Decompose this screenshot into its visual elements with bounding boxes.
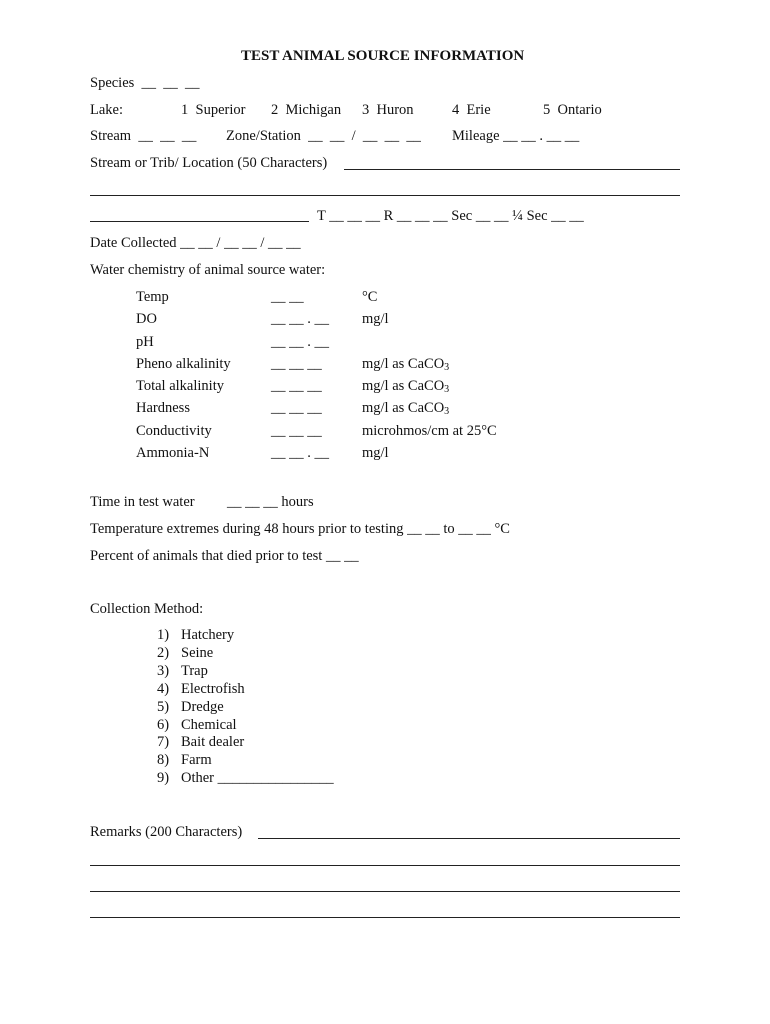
chem-blank-do[interactable]: __ __ . __ xyxy=(271,311,329,327)
trs-field[interactable]: T __ __ __ R __ __ __ Sec __ __ ¼ Sec __ __ xyxy=(317,208,584,224)
collection-method-item[interactable]: Other ________________ xyxy=(181,770,334,786)
temperature-extremes-field[interactable]: Temperature extremes during 48 hours prior to testing __ __ to __ __ °C xyxy=(90,521,510,537)
collection-method-number: 8) xyxy=(157,752,170,768)
chem-blank-ph[interactable]: __ __ . __ xyxy=(271,334,329,350)
collection-method-item[interactable]: Seine xyxy=(181,645,214,661)
location-description-line[interactable] xyxy=(90,221,309,222)
chem-name-do: DO xyxy=(136,311,157,327)
chem-name-ph: pH xyxy=(136,334,154,350)
collection-method-number: 4) xyxy=(157,681,170,697)
collection-method-item[interactable]: Dredge xyxy=(181,699,224,715)
chem-unit-hardness: mg/l as CaCO$_3$ xyxy=(362,400,450,417)
stream-location-line-1[interactable] xyxy=(344,169,680,170)
collection-method-number: 6) xyxy=(157,717,170,733)
collection-method-item[interactable]: Chemical xyxy=(181,717,237,733)
collection-method-item[interactable]: Farm xyxy=(181,752,212,768)
collection-method-item[interactable]: Electrofish xyxy=(181,681,245,697)
collection-method-header: Collection Method: xyxy=(90,601,204,617)
collection-method-number: 9) xyxy=(157,770,170,786)
chem-blank-temp[interactable]: __ __ xyxy=(271,289,304,305)
chem-unit-ammonia-n: mg/l xyxy=(362,445,389,461)
stream-field[interactable]: Stream __ __ __ xyxy=(90,128,197,144)
date-collected-field[interactable]: Date Collected __ __ / __ __ / __ __ xyxy=(90,235,301,251)
time-in-test-field[interactable]: __ __ __ hours xyxy=(227,494,314,510)
chem-unit-do: mg/l xyxy=(362,311,389,327)
chem-blank-total-alkalinity[interactable]: __ __ __ xyxy=(271,378,322,394)
chem-name-conductivity: Conductivity xyxy=(136,423,212,439)
collection-method-item[interactable]: Bait dealer xyxy=(181,734,245,750)
remarks-line-3[interactable] xyxy=(90,891,680,892)
chem-unit-temp: °C xyxy=(362,289,378,305)
chem-name-pheno-alkalinity: Pheno alkalinity xyxy=(136,356,231,372)
remarks-line-2[interactable] xyxy=(90,865,680,866)
collection-method-number: 3) xyxy=(157,663,170,679)
chem-unit-pheno-alkalinity: mg/l as CaCO$_3$ xyxy=(362,356,450,373)
chem-blank-conductivity[interactable]: __ __ __ xyxy=(271,423,322,439)
water-chemistry-header: Water chemistry of animal source water: xyxy=(90,262,326,278)
lake-option-michigan[interactable]: 2 Michigan xyxy=(271,102,342,118)
collection-method-number: 1) xyxy=(157,627,170,643)
chem-name-ammonia-n: Ammonia-N xyxy=(136,445,210,461)
mileage-field[interactable]: Mileage __ __ . __ __ xyxy=(452,128,580,144)
time-in-test-label: Time in test water xyxy=(90,494,195,510)
form-title: TEST ANIMAL SOURCE INFORMATION xyxy=(241,48,525,64)
chem-name-hardness: Hardness xyxy=(136,400,190,416)
chem-blank-pheno-alkalinity[interactable]: __ __ __ xyxy=(271,356,322,372)
lake-option-huron[interactable]: 3 Huron xyxy=(362,102,414,118)
percent-died-field[interactable]: Percent of animals that died prior to test __ __ xyxy=(90,548,359,564)
lake-option-ontario[interactable]: 5 Ontario xyxy=(543,102,602,118)
chem-blank-hardness[interactable]: __ __ __ xyxy=(271,400,322,416)
chem-blank-ammonia-n[interactable]: __ __ . __ xyxy=(271,445,329,461)
zone-station-field[interactable]: Zone/Station __ __ / __ __ __ xyxy=(226,128,421,144)
lake-option-superior[interactable]: 1 Superior xyxy=(181,102,246,118)
chem-unit-conductivity: microhmos/cm at 25°C xyxy=(362,423,497,439)
remarks-label: Remarks (200 Characters) xyxy=(90,824,243,840)
species-field[interactable]: Species __ __ __ xyxy=(90,75,200,91)
lake-label: Lake: xyxy=(90,102,124,118)
remarks-line-1[interactable] xyxy=(258,838,680,839)
chem-name-total-alkalinity: Total alkalinity xyxy=(136,378,224,394)
collection-method-item[interactable]: Hatchery xyxy=(181,627,235,643)
remarks-line-4[interactable] xyxy=(90,917,680,918)
collection-method-number: 2) xyxy=(157,645,170,661)
chem-name-temp: Temp xyxy=(136,289,169,305)
stream-location-line-2[interactable] xyxy=(90,195,680,196)
collection-method-item[interactable]: Trap xyxy=(181,663,208,679)
stream-location-label: Stream or Trib/ Location (50 Characters) xyxy=(90,155,328,171)
lake-option-erie[interactable]: 4 Erie xyxy=(452,102,491,118)
collection-method-number: 5) xyxy=(157,699,170,715)
collection-method-number: 7) xyxy=(157,734,170,750)
chem-unit-total-alkalinity: mg/l as CaCO$_3$ xyxy=(362,378,450,395)
